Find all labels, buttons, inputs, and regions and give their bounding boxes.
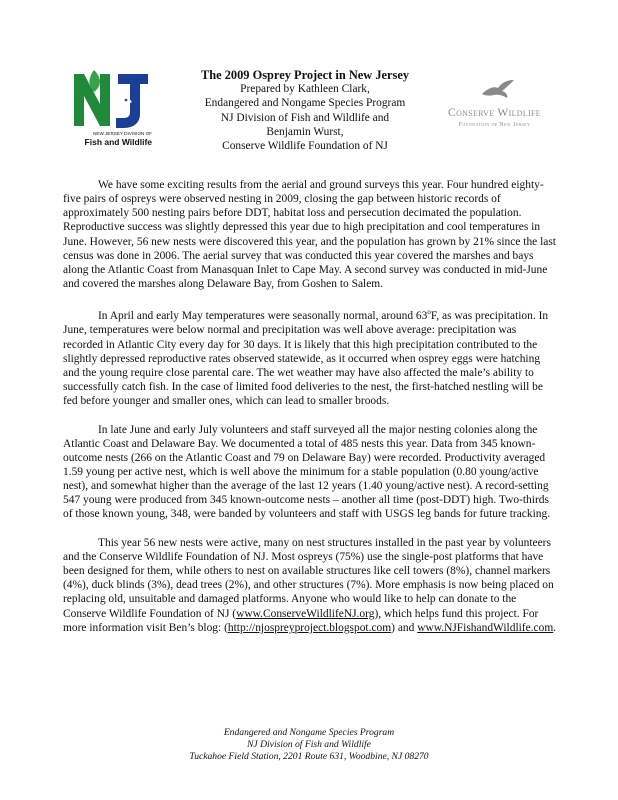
byline-line: NJ Division of Fish and Wildlife and bbox=[220, 111, 390, 124]
paragraph-text: . bbox=[553, 621, 557, 634]
paragraph-text: ) and bbox=[391, 621, 418, 634]
conserve-wildlife-logo bbox=[432, 78, 557, 138]
document-body bbox=[63, 178, 557, 649]
paragraph-text: In April and early May temperatures were seasonally normal, around 63 bbox=[98, 310, 428, 323]
nj-fish-wildlife-logo bbox=[72, 68, 150, 148]
paragraph-text: ), which helps fund this project. For more information visit Ben’s blog: ( bbox=[63, 607, 539, 634]
footer-line: Endangered and Nongame Species Program bbox=[223, 727, 395, 738]
paragraph-survey-results: We have some exciting results from the aerial and ground surveys this year. Four hundred eighty-five pairs of ospreys were observed nesting in 2009, closing the gap between historic records of approximately 500 nesting pairs before DDT, habitat loss and persecution decimated the population. Reproductive success was slightly depressed this year due to high precipitation and cool temperatures in June. However, 56 new nests were discovered this year, and the population has grown by 21% since the last census was done in 2006. The aerial survey that was conducted this year covered the marshes and bays along the Atlantic Coast from Manasquan Inlet to Cape May. A second survey was conducted in mid-June and covered the marshes along Delaware Bay, from Goshen to Salem. bbox=[63, 179, 556, 291]
logo-caption-fish-wildlife: Fish and Wildlife bbox=[84, 137, 152, 147]
footer-line: Tuckahoe Field Station, 2201 Route 631, Woodbine, NJ 08270 bbox=[189, 751, 429, 763]
paragraph-weather bbox=[63, 305, 557, 408]
title-block bbox=[180, 68, 430, 153]
byline-line: Endangered and Nongame Species Program bbox=[204, 97, 406, 110]
paragraph-nest-survey: In late June and early July volunteers and staff surveyed all the major nesting colonies along the Atlantic Coast and Delaware Bay. We documented a total of 485 nests this year. Data from 345 known-outcome nests (266 on the Atlantic Coast and 79 on Delaware Bay) were recorded. Productivity averaged 1.59 young per active nest, which is well above the minimum for a stable population (0.80 young/active nest), and somewhat higher than the average of the last 12 years (1.40 young/active nest). A record-setting 547 young were produced from 345 known-outcome nests – another all time (post-DDT) high. Two-thirds of those known young, 348, were banded by volunteers and staff with USGS leg bands for future tracking. bbox=[63, 423, 551, 521]
byline-line: Benjamin Wurst, bbox=[266, 125, 344, 138]
nj-logo-mark-icon bbox=[72, 68, 150, 130]
paragraph-new-nests bbox=[63, 536, 557, 635]
footer-line: NJ Division of Fish and Wildlife bbox=[247, 739, 371, 751]
byline-line: Prepared by Kathleen Clark, bbox=[240, 83, 370, 96]
paragraph-text: F, as was precipitation. In June, temperatures were below normal and precipitation was well above average: precipitation was recorded in Atlantic City every day for 30 days. It is likely that this high precipitation contributed to the slightly depressed reproductive rates observed statewide, as it occurred when osprey eggs were hatching and the young require close parental care. The wet weather may have also affected the male’s ability to successfully catch fish. In the case of limited food deliveries to the nest, the first-hatched nestling will be fed before younger and smaller ones, which can lead to smaller broods. bbox=[63, 310, 549, 408]
nj-fish-wildlife-link[interactable]: www.NJFishandWildlife.com bbox=[417, 621, 554, 634]
byline-line: Conserve Wildlife Foundation of NJ bbox=[222, 140, 388, 153]
document-title: The 2009 Osprey Project in New Jersey bbox=[200, 68, 410, 82]
degree-superscript: o bbox=[427, 308, 431, 317]
conserve-wildlife-link[interactable]: www.ConserveWildlifeNJ.org bbox=[236, 607, 375, 620]
conserve-wildlife-subtitle: Foundation of New Jersey bbox=[458, 122, 531, 128]
osprey-blog-link[interactable]: http://njospreyproject.blogspot.com bbox=[227, 621, 392, 634]
document-footer bbox=[0, 727, 618, 764]
document-header bbox=[0, 66, 618, 158]
conserve-wildlife-name: Conserve Wildlife bbox=[448, 106, 541, 119]
paragraph-text: This year 56 new nests were active, many on nest structures installed in the past year by volunteers and the Conserve Wildlife Foundation of NJ. Most ospreys (75%) use the single-post platforms that have been designed for them, while others to nest on available structures like cell towers (8%), channel markers (4%), duck blinds (3%), dead trees (2%), and other structures (7%). More emphasis is now being placed on replacing old, unsuitable and damaged platforms. Anyone who would like to help can donate to the Conserve Wildlife Foundation of NJ ( bbox=[63, 536, 554, 620]
logo-caption-division: NEW JERSEY DIVISION OF bbox=[93, 131, 152, 136]
osprey-bird-icon bbox=[480, 78, 516, 102]
